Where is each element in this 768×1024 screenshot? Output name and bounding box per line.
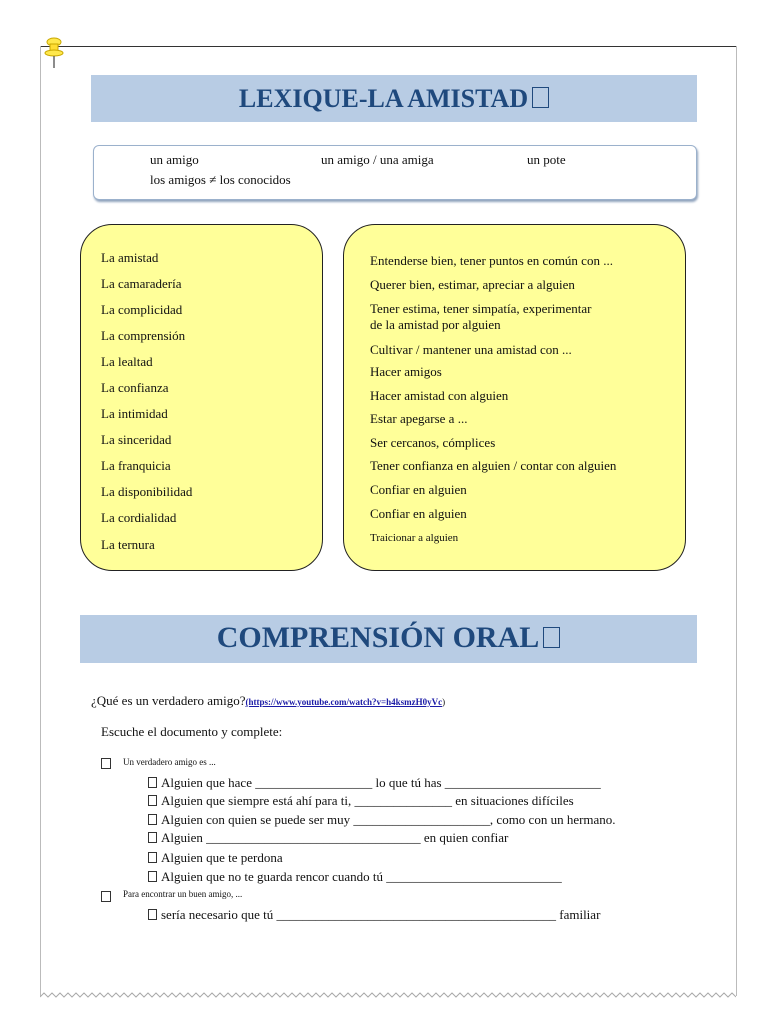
noun-item: La camaradería xyxy=(101,276,182,291)
checkbox-icon xyxy=(148,909,157,920)
noun-item: La complicidad xyxy=(101,302,183,317)
comprension-title-band xyxy=(80,615,697,663)
checkbox-icon xyxy=(148,852,157,863)
fill-in-item xyxy=(148,830,508,846)
page-left-border xyxy=(40,46,41,996)
video-link[interactable]: (https://www.youtube.com/watch?v=h4ksmzH0yVc xyxy=(245,697,443,707)
page-bottom-zigzag-border xyxy=(40,990,736,1004)
noun-item: La ternura xyxy=(101,537,155,552)
expression-item: Ser cercanos, cómplices xyxy=(370,435,496,450)
noun-item: La disponibilidad xyxy=(101,484,193,499)
expression-item: Tener confianza en alguien / contar con alguien xyxy=(370,458,617,473)
noun-item: La cordialidad xyxy=(101,510,177,525)
fill-in-item xyxy=(148,775,601,791)
checkbox-icon xyxy=(101,891,111,902)
checkbox-icon xyxy=(148,777,157,788)
fill-in-text: Alguien _________________________________ en quien confiar xyxy=(161,830,509,845)
fill-in-item xyxy=(148,850,283,866)
checkbox-icon xyxy=(148,871,157,882)
vocab-box xyxy=(93,145,697,200)
noun-item: La confianza xyxy=(101,380,169,395)
expression-item: Estar apegarse a ... xyxy=(370,411,468,426)
checkbox-icon xyxy=(101,758,111,769)
expression-item: Hacer amigos xyxy=(370,364,442,379)
fill-in-text: Alguien que siempre está ahí para ti, _______________ en situaciones difíciles xyxy=(161,793,574,808)
missing-glyph-icon xyxy=(532,87,549,108)
expression-item: de la amistad por alguien xyxy=(370,317,501,332)
fill-in-item xyxy=(148,907,600,923)
vocab-word: un amigo xyxy=(150,152,199,167)
noun-item: La intimidad xyxy=(101,406,168,421)
vocab-word: los amigos ≠ los conocidos xyxy=(150,172,291,187)
expression-item: Querer bien, estimar, apreciar a alguien xyxy=(370,277,575,292)
expression-item: Hacer amistad con alguien xyxy=(370,388,509,403)
expressions-box xyxy=(343,224,686,571)
pushpin-icon xyxy=(40,36,68,70)
question-line xyxy=(91,693,445,709)
question-text: ¿Qué es un verdadero amigo? xyxy=(91,693,246,708)
expression-item: Confiar en alguien xyxy=(370,482,467,497)
comprension-title: COMPRENSIÓN ORAL xyxy=(216,621,540,654)
page-top-border xyxy=(40,46,736,47)
page-right-border xyxy=(736,46,737,996)
noun-item: La amistad xyxy=(101,250,159,265)
noun-item: La sinceridad xyxy=(101,432,172,447)
lexique-title-band xyxy=(91,75,697,122)
expression-item: Tener estima, tener simpatía, experimentar xyxy=(370,301,592,316)
fill-in-text: Alguien que te perdona xyxy=(161,850,283,865)
lexique-title: LEXIQUE-LA AMISTAD xyxy=(238,84,529,113)
noun-item: La franquicia xyxy=(101,458,171,473)
section1-label: Un verdadero amigo es ... xyxy=(123,757,216,767)
fill-in-text: Alguien que hace __________________ lo que tú has ________________________ xyxy=(161,775,601,790)
nouns-box xyxy=(80,224,323,571)
expression-item: Traicionar a alguien xyxy=(370,532,459,544)
fill-in-text: Alguien con quien se puede ser muy _____________________, como con un hermano. xyxy=(161,812,616,827)
noun-item: La comprensión xyxy=(101,328,186,343)
vocab-word: un pote xyxy=(527,152,566,167)
expression-item: Cultivar / mantener una amistad con ... xyxy=(370,342,572,357)
fill-in-item xyxy=(148,812,616,828)
missing-glyph-icon xyxy=(543,627,560,648)
expression-item: Entenderse bien, tener puntos en común con ... xyxy=(370,253,613,268)
instruction: Escuche el documento y complete: xyxy=(101,724,283,739)
fill-in-item xyxy=(148,869,562,885)
section2-label: Para encontrar un buen amigo, ... xyxy=(123,889,243,899)
fill-in-text: sería necesario que tú ___________________________________________ familiar xyxy=(161,907,601,922)
fill-in-text: Alguien que no te guarda rencor cuando tú ___________________________ xyxy=(161,869,562,884)
link-close-paren: ) xyxy=(442,697,446,707)
expression-item: Confiar en alguien xyxy=(370,506,467,521)
vocab-word: un amigo / una amiga xyxy=(321,152,434,167)
checkbox-icon xyxy=(148,832,157,843)
checkbox-icon xyxy=(148,795,157,806)
fill-in-item xyxy=(148,793,574,809)
noun-item: La lealtad xyxy=(101,354,153,369)
checkbox-icon xyxy=(148,814,157,825)
